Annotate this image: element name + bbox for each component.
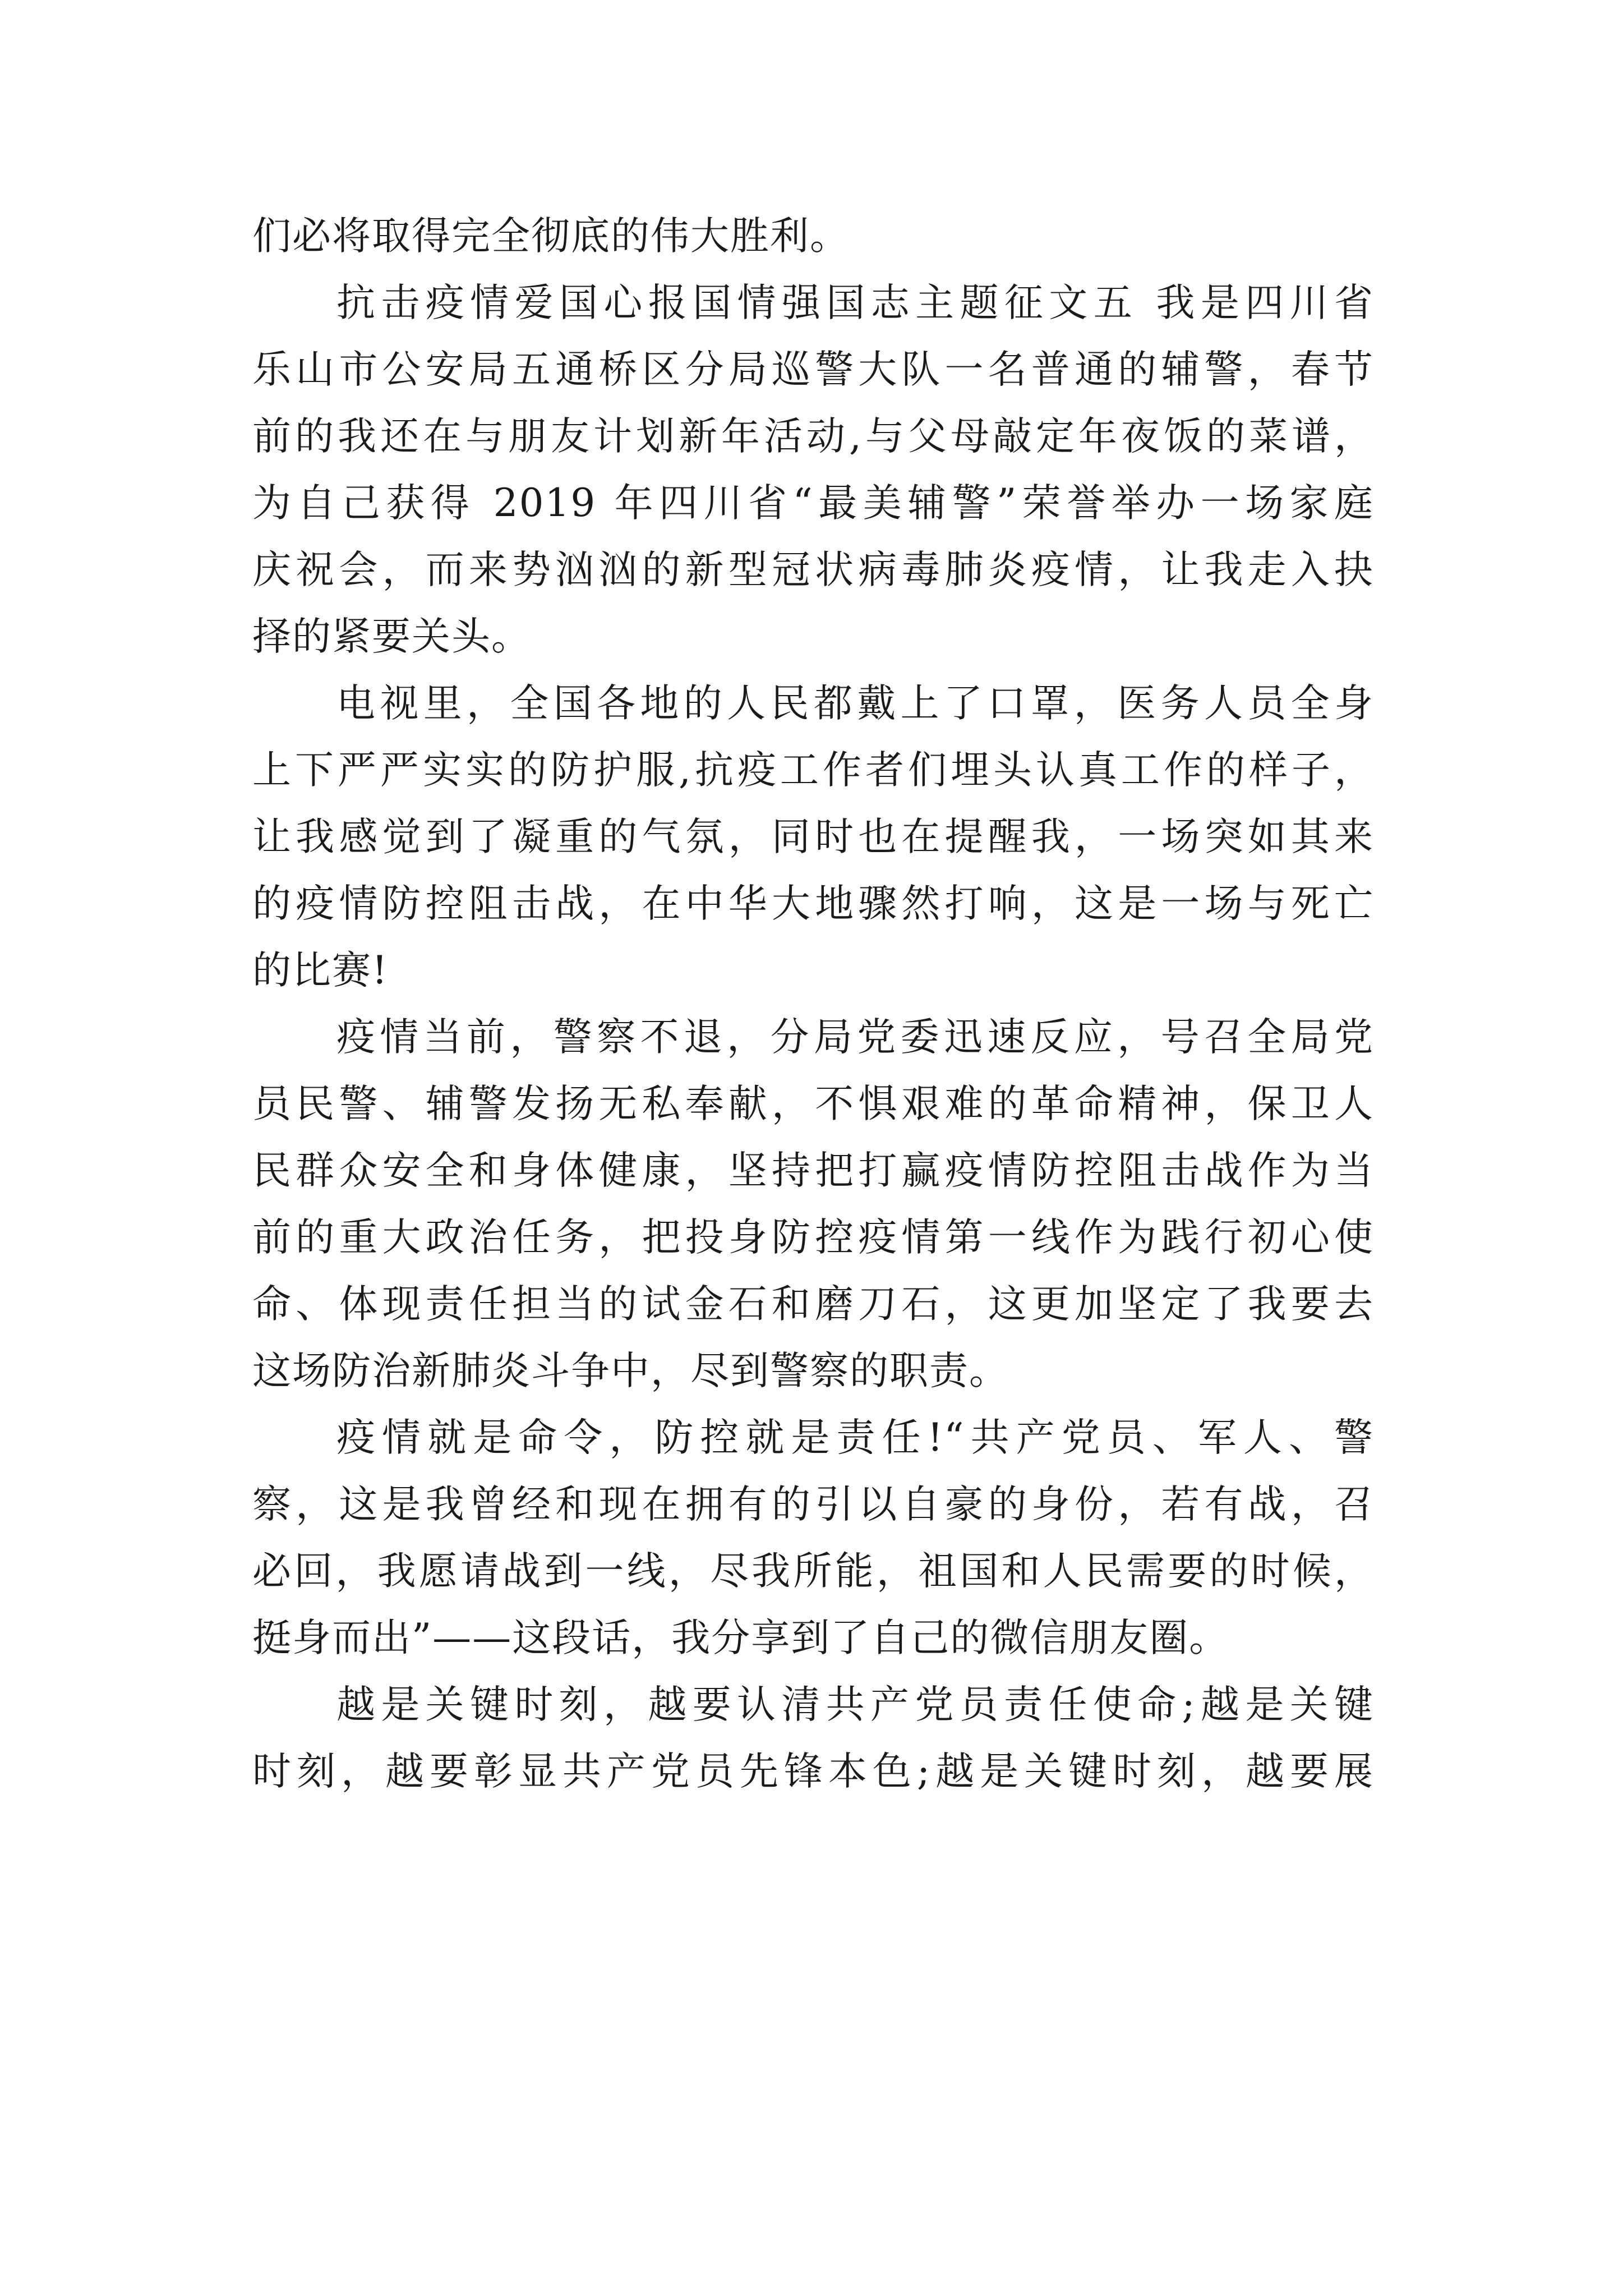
text-line: 的比赛!: [252, 948, 389, 993]
text-line: 前的重大政治任务，把投身防控疫情第一线作为践行初心使: [252, 1215, 1374, 1260]
text-line: 命、体现责任担当的试金石和磨刀石，这更加坚定了我要去: [252, 1282, 1374, 1327]
text-line: 必回，我愿请战到一线，尽我所能，祖国和人民需要的时候，: [252, 1549, 1374, 1594]
text-line: 疫情就是命令，防控就是责任!“共产党员、军人、警: [336, 1415, 1374, 1460]
text-line: 挺身而出”——这段话，我分享到了自己的微信朋友圈。: [252, 1616, 1229, 1660]
text-line: 择的紧要关头。: [252, 614, 531, 659]
text-line: 这场防治新肺炎斗争中，尽到警察的职责。: [252, 1349, 1009, 1393]
text-line: 时刻，越要彰显共产党员先锋本色;越是关键时刻，越要展: [252, 1749, 1374, 1794]
text-line: 庆祝会，而来势汹汹的新型冠状病毒肺炎疫情，让我走入抉: [252, 547, 1374, 592]
text-line: 前的我还在与朋友计划新年活动,与父母敲定年夜饭的菜谱，: [252, 414, 1374, 459]
text-line: 民群众安全和身体健康，坚持把打赢疫情防控阻击战作为当: [252, 1148, 1374, 1193]
body-text: [252, 203, 1374, 1805]
text-line: 让我感觉到了凝重的气氛，同时也在提醒我，一场突如其来: [252, 815, 1374, 859]
text-line: 乐山市公安局五通桥区分局巡警大队一名普通的辅警，春节: [252, 347, 1374, 392]
text-line: 员民警、辅警发扬无私奉献，不惧艰难的革命精神，保卫人: [252, 1082, 1374, 1126]
text-line: 的疫情防控阻击战，在中华大地骤然打响，这是一场与死亡: [252, 881, 1374, 926]
text-line: 察，这是我曾经和现在拥有的引以自豪的身份，若有战，召: [252, 1482, 1374, 1527]
text-line: 为自己获得 2019 年四川省“最美辅警”荣誉举办一场家庭: [252, 481, 1374, 526]
text-line: 们必将取得完全彻底的伟大胜利。: [252, 214, 850, 259]
text-line: 电视里，全国各地的人民都戴上了口罩，医务人员全身: [336, 681, 1374, 726]
text-line: 上下严严实实的防护服,抗疫工作者们埋头认真工作的样子，: [252, 748, 1374, 793]
text-line: 抗击疫情爱国心报国情强国志主题征文五 我是四川省: [336, 280, 1374, 325]
text-line: 疫情当前，警察不退，分局党委迅速反应，号召全局党: [336, 1015, 1374, 1060]
text-line: 越是关键时刻，越要认清共产党员责任使命;越是关键: [336, 1682, 1374, 1727]
